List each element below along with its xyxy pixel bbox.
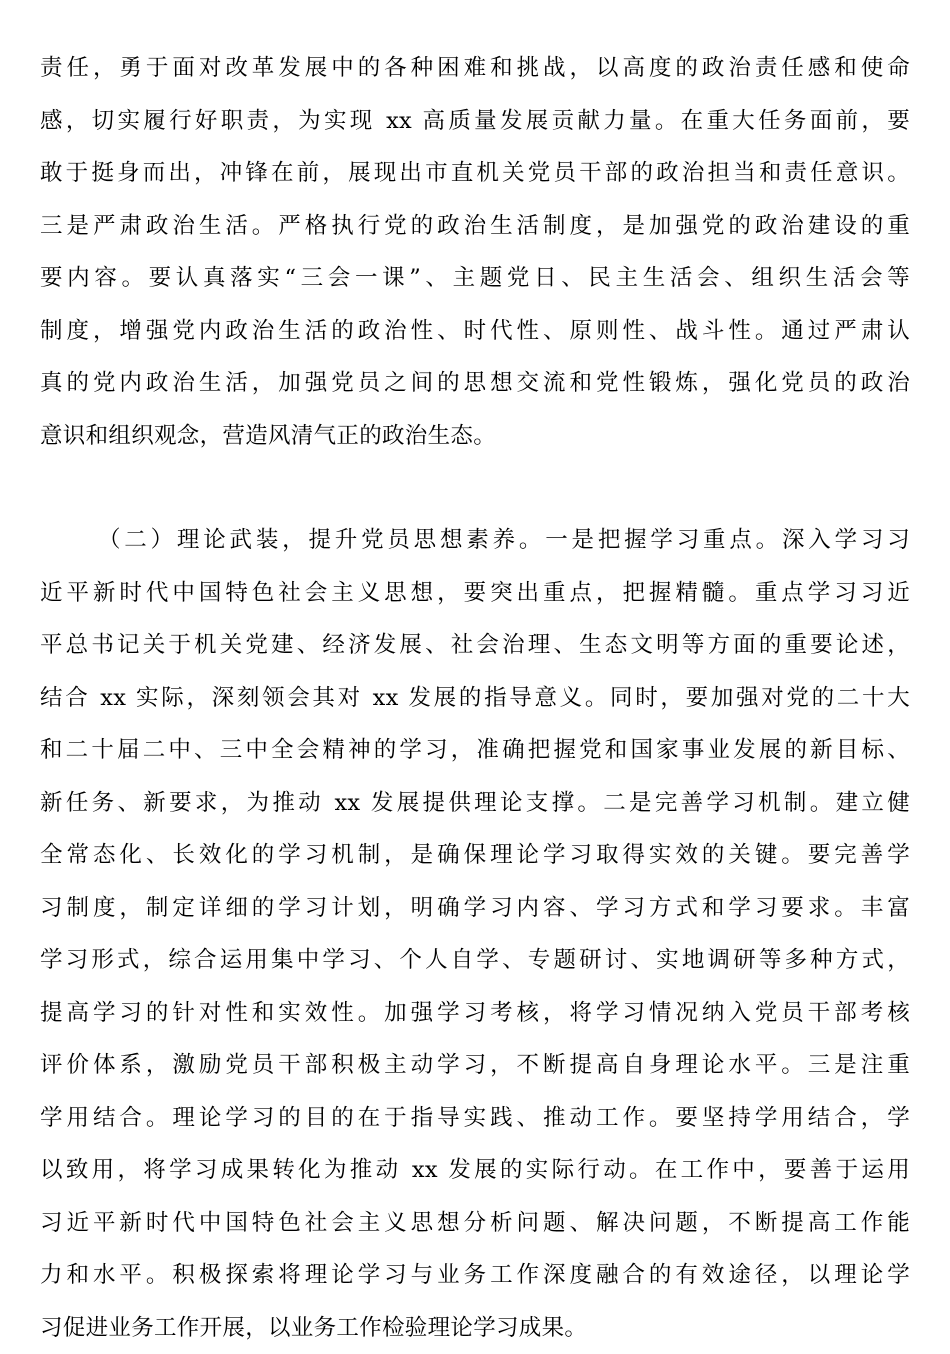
text-line: 学习形式，综合运用集中学习、个人自学、专题研讨、实地调研等多种方式，: [40, 934, 910, 987]
text-line: 提高学习的针对性和实效性。加强学习考核，将学习情况纳入党员干部考核: [40, 987, 910, 1040]
text-line: 习近平新时代中国特色社会主义思想分析问题、解决问题，不断提高工作能: [40, 1197, 910, 1250]
text-line: 感，切实履行好职责，为实现 xx 高质量发展贡献力量。在重大任务面前，要: [40, 95, 910, 148]
section-heading-line: （二）理论武装，提升党员思想素养。一是把握学习重点。深入学习习: [40, 514, 910, 567]
document-page: [40, 42, 910, 1354]
text-line: 和二十届二中、三中全会精神的学习，准确把握党和国家事业发展的新目标、: [40, 724, 910, 777]
paragraph-theory-study: [40, 514, 910, 1354]
text-line: 习促进业务工作开展，以业务工作检验理论学习成果。: [40, 1302, 910, 1354]
text-line: 习制度，制定详细的学习计划，明确学习内容、学习方式和学习要求。丰富: [40, 882, 910, 935]
text-line: 力和水平。积极探索将理论学习与业务工作深度融合的有效途径，以理论学: [40, 1249, 910, 1302]
paragraph-political-life: [40, 42, 910, 462]
text-line: 制度，增强党内政治生活的政治性、时代性、原则性、战斗性。通过严肃认: [40, 305, 910, 358]
text-line: 意识和组织观念，营造风清气正的政治生态。: [40, 410, 910, 463]
paragraph-spacer: [40, 462, 910, 514]
text-line: 全常态化、长效化的学习机制，是确保理论学习取得实效的关键。要完善学: [40, 829, 910, 882]
text-line: 要内容。要认真落实“三会一课”、主题党日、民主生活会、组织生活会等: [40, 252, 910, 305]
text-line: 学用结合。理论学习的目的在于指导实践、推动工作。要坚持学用结合，学: [40, 1092, 910, 1145]
text-line: 平总书记关于机关党建、经济发展、社会治理、生态文明等方面的重要论述，: [40, 619, 910, 672]
text-line: 三是严肃政治生活。严格执行党的政治生活制度，是加强党的政治建设的重: [40, 200, 910, 253]
text-line: 责任，勇于面对改革发展中的各种困难和挑战，以高度的政治责任感和使命: [40, 42, 910, 95]
text-line: 结合 xx 实际，深刻领会其对 xx 发展的指导意义。同时，要加强对党的二十大: [40, 672, 910, 725]
text-line: 近平新时代中国特色社会主义思想，要突出重点，把握精髓。重点学习习近: [40, 567, 910, 620]
text-line: 敢于挺身而出，冲锋在前，展现出市直机关党员干部的政治担当和责任意识。: [40, 147, 910, 200]
text-line: 新任务、新要求，为推动 xx 发展提供理论支撑。二是完善学习机制。建立健: [40, 777, 910, 830]
text-line: 真的党内政治生活，加强党员之间的思想交流和党性锻炼，强化党员的政治: [40, 357, 910, 410]
text-line: 以致用，将学习成果转化为推动 xx 发展的实际行动。在工作中，要善于运用: [40, 1144, 910, 1197]
text-line: 评价体系，激励党员干部积极主动学习，不断提高自身理论水平。三是注重: [40, 1039, 910, 1092]
